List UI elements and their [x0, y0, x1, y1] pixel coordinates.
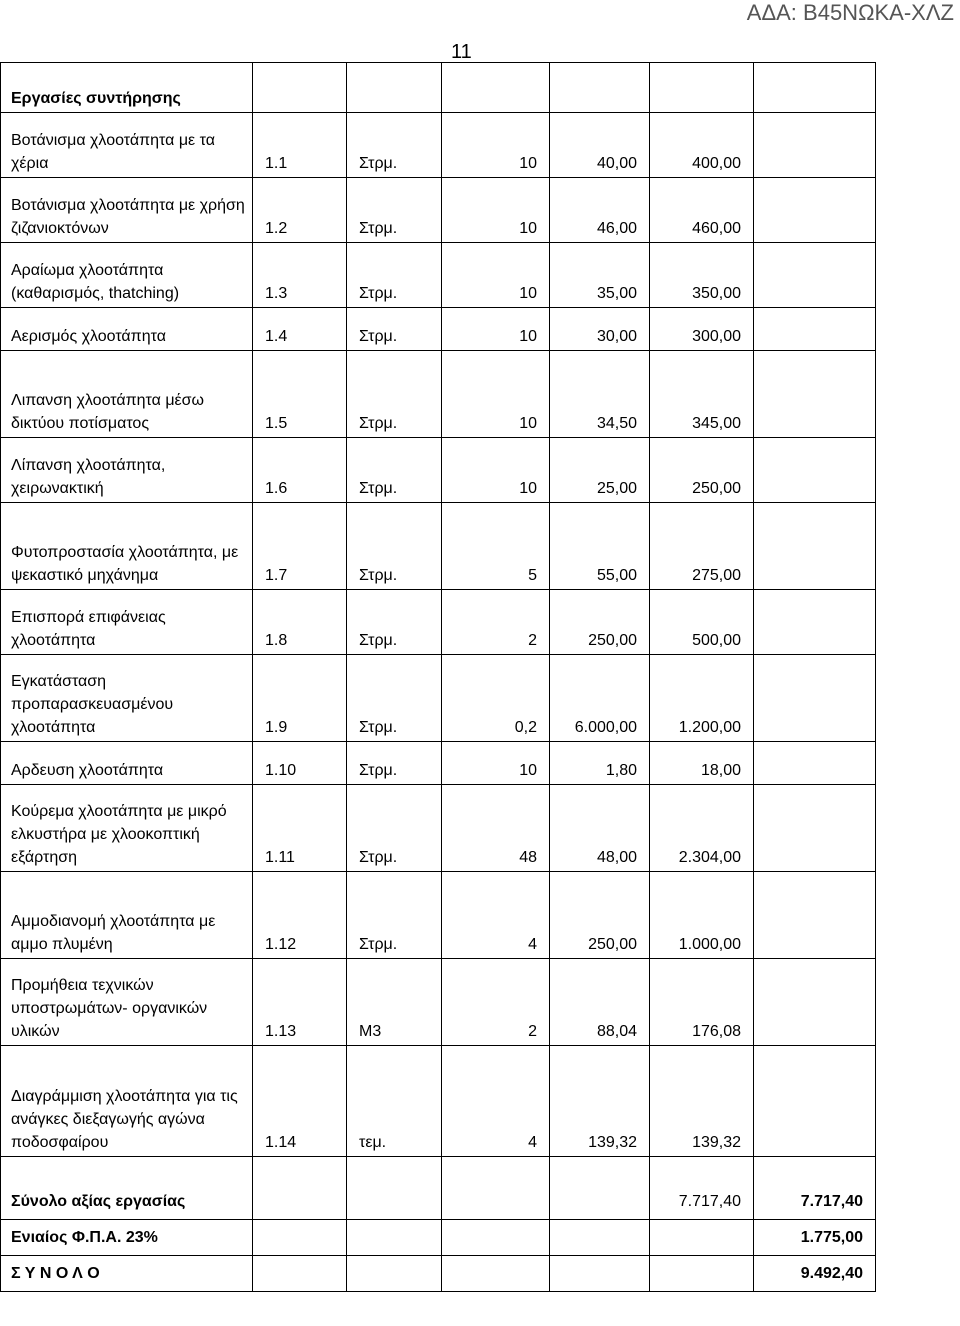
item-code: 1.7 — [253, 503, 347, 590]
item-code: 1.11 — [253, 785, 347, 872]
item-unit-price: 34,50 — [550, 351, 650, 438]
item-unit-price: 48,00 — [550, 785, 650, 872]
item-unit-price: 40,00 — [550, 113, 650, 178]
table-row — [1, 1046, 876, 1157]
grand-total-value: 9.492,40 — [754, 1256, 876, 1292]
table-row — [1, 351, 876, 438]
empty-cell — [754, 785, 876, 872]
item-total: 350,00 — [650, 243, 754, 308]
empty-cell — [754, 1046, 876, 1157]
item-total: 1.000,00 — [650, 872, 754, 959]
item-unit: Στρμ. — [347, 438, 442, 503]
empty-cell — [754, 438, 876, 503]
item-unit-price: 35,00 — [550, 243, 650, 308]
item-total: 176,08 — [650, 959, 754, 1046]
item-total: 500,00 — [650, 590, 754, 655]
ada-code: ΑΔΑ: Β45ΝΩΚΑ-ΧΛΖ — [746, 0, 954, 25]
item-quantity: 4 — [442, 872, 550, 959]
item-description: Αμμοδιανομή χλοοτάπητα με αμμο πλυμένη — [1, 872, 253, 959]
empty-cell — [754, 742, 876, 785]
item-quantity: 2 — [442, 590, 550, 655]
item-description: Βοτάνισμα χλοοτάπητα με τα χέρια — [1, 113, 253, 178]
item-unit-price: 250,00 — [550, 872, 650, 959]
item-total: 2.304,00 — [650, 785, 754, 872]
item-quantity: 10 — [442, 308, 550, 351]
item-quantity: 10 — [442, 438, 550, 503]
empty-cell — [754, 503, 876, 590]
item-unit: Στρμ. — [347, 308, 442, 351]
vat-label: Ενιαίος Φ.Π.Α. 23% — [1, 1220, 253, 1256]
item-code: 1.5 — [253, 351, 347, 438]
item-total: 18,00 — [650, 742, 754, 785]
vat-value: 1.775,00 — [754, 1220, 876, 1256]
item-code: 1.10 — [253, 742, 347, 785]
subtotal-label: Σύνολο αξίας εργασίας — [1, 1157, 253, 1220]
item-quantity: 48 — [442, 785, 550, 872]
item-quantity: 10 — [442, 742, 550, 785]
item-unit: Στρμ. — [347, 590, 442, 655]
section-title-row — [1, 63, 876, 113]
item-description: Λιπανση χλοοτάπητα μέσω δικτύου ποτίσματος — [1, 351, 253, 438]
item-description: Αρδευση χλοοτάπητα — [1, 742, 253, 785]
table-row — [1, 590, 876, 655]
item-unit-price: 139,32 — [550, 1046, 650, 1157]
item-quantity: 10 — [442, 113, 550, 178]
cost-table — [0, 62, 876, 1292]
item-total: 300,00 — [650, 308, 754, 351]
item-description: Βοτάνισμα χλοοτάπητα με χρήση ζιζανιοκτόνων — [1, 178, 253, 243]
item-unit-price: 88,04 — [550, 959, 650, 1046]
empty-cell — [754, 113, 876, 178]
item-description: Φυτοπροστασία χλοοτάπητα, με ψεκαστικό μηχάνημα — [1, 503, 253, 590]
item-total: 400,00 — [650, 113, 754, 178]
item-quantity: 0,2 — [442, 655, 550, 742]
item-total: 250,00 — [650, 438, 754, 503]
item-code: 1.4 — [253, 308, 347, 351]
item-code: 1.2 — [253, 178, 347, 243]
subtotal-row — [1, 1157, 876, 1220]
table-row — [1, 503, 876, 590]
item-unit-price: 55,00 — [550, 503, 650, 590]
item-code: 1.9 — [253, 655, 347, 742]
table-row — [1, 872, 876, 959]
table-row — [1, 959, 876, 1046]
item-description: Επισπορά επιφάνειας χλοοτάπητα — [1, 590, 253, 655]
empty-cell — [754, 178, 876, 243]
grand-total-label: Σ Υ Ν Ο Λ Ο — [1, 1256, 253, 1292]
item-code: 1.1 — [253, 113, 347, 178]
item-total: 345,00 — [650, 351, 754, 438]
item-unit-price: 1,80 — [550, 742, 650, 785]
item-description: Αραίωμα χλοοτάπητα (καθαρισμός, thatching) — [1, 243, 253, 308]
table-row — [1, 742, 876, 785]
item-total: 139,32 — [650, 1046, 754, 1157]
table-row — [1, 308, 876, 351]
item-code: 1.13 — [253, 959, 347, 1046]
vat-row — [1, 1220, 876, 1256]
table-row — [1, 785, 876, 872]
item-unit: Στρμ. — [347, 113, 442, 178]
empty-cell — [754, 308, 876, 351]
item-unit: Στρμ. — [347, 351, 442, 438]
item-unit: Στρμ. — [347, 178, 442, 243]
table-row — [1, 178, 876, 243]
item-quantity: 10 — [442, 178, 550, 243]
table-row — [1, 655, 876, 742]
item-code: 1.3 — [253, 243, 347, 308]
item-unit-price: 46,00 — [550, 178, 650, 243]
section-title: Εργασίες συντήρησης — [1, 63, 253, 113]
table-row — [1, 243, 876, 308]
subtotal-value-bold: 7.717,40 — [754, 1157, 876, 1220]
item-code: 1.14 — [253, 1046, 347, 1157]
item-unit-price: 25,00 — [550, 438, 650, 503]
empty-cell — [754, 655, 876, 742]
item-unit-price: 6.000,00 — [550, 655, 650, 742]
empty-cell — [754, 590, 876, 655]
item-quantity: 4 — [442, 1046, 550, 1157]
item-unit-price: 30,00 — [550, 308, 650, 351]
empty-cell — [754, 243, 876, 308]
item-description: Λίπανση χλοοτάπητα, χειρωνακτική — [1, 438, 253, 503]
item-unit: Στρμ. — [347, 785, 442, 872]
item-description: Προμήθεια τεχνικών υποστρωμάτων- οργανικών υλικών — [1, 959, 253, 1046]
grand-total-row — [1, 1256, 876, 1292]
item-total: 1.200,00 — [650, 655, 754, 742]
item-unit: Στρμ. — [347, 243, 442, 308]
item-code: 1.8 — [253, 590, 347, 655]
item-quantity: 10 — [442, 243, 550, 308]
item-code: 1.6 — [253, 438, 347, 503]
table-row — [1, 438, 876, 503]
table-row — [1, 113, 876, 178]
item-unit: Στρμ. — [347, 872, 442, 959]
empty-cell — [754, 351, 876, 438]
item-description: Αερισμός χλοοτάπητα — [1, 308, 253, 351]
item-total: 275,00 — [650, 503, 754, 590]
item-quantity: 2 — [442, 959, 550, 1046]
item-unit: Στρμ. — [347, 655, 442, 742]
empty-cell — [754, 872, 876, 959]
item-unit: Στρμ. — [347, 742, 442, 785]
item-quantity: 10 — [442, 351, 550, 438]
item-description: Εγκατάσταση προπαρασκευασμένου χλοοτάπητα — [1, 655, 253, 742]
item-description: Κούρεμα χλοοτάπητα με μικρό ελκυστήρα με χλοοκοπτική εξάρτηση — [1, 785, 253, 872]
item-total: 460,00 — [650, 178, 754, 243]
item-unit-price: 250,00 — [550, 590, 650, 655]
item-unit: Μ3 — [347, 959, 442, 1046]
item-description: Διαγράμμιση χλοοτάπητα για τις ανάγκες διεξαγωγής αγώνα ποδοσφαίρου — [1, 1046, 253, 1157]
item-unit: τεμ. — [347, 1046, 442, 1157]
page-number: 11 — [451, 41, 472, 63]
item-code: 1.12 — [253, 872, 347, 959]
subtotal-value: 7.717,40 — [650, 1157, 754, 1220]
item-unit: Στρμ. — [347, 503, 442, 590]
item-quantity: 5 — [442, 503, 550, 590]
empty-cell — [754, 959, 876, 1046]
